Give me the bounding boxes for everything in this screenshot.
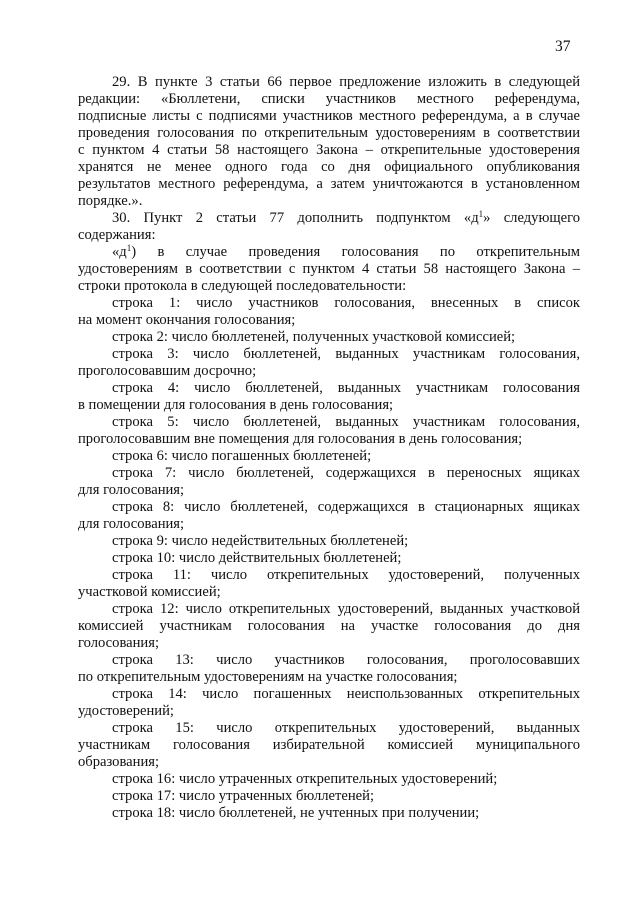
text-line: строка 6: число погашенных бюллетеней; [112,448,372,464]
text-line: голосования; [78,635,160,651]
text-line: образования; [78,754,160,770]
text-line: для голосования; [78,482,185,498]
text-line: с пунктом 4 статьи 58 настоящего Закона – открепительные удостоверения [78,142,580,158]
text-line: для голосования; [78,516,185,532]
text-line: комиссией участникам голосования на участке голосования до дня [78,618,580,634]
protocol-row [78,601,580,652]
text-line [78,210,580,227]
protocol-row [78,295,580,329]
text-line: удостоверений; [78,703,174,719]
text-line: в помещении для голосования в день голосования; [78,397,394,413]
text-line: проголосовавшим вне помещения для голосования в день голосования; [78,431,523,447]
text-line: строка 16: число утраченных открепительных удостоверений; [112,771,498,787]
text-line: строка 17: число утраченных бюллетеней; [112,788,375,804]
text-line: строка 14: число погашенных неиспользованных открепительных [112,686,580,702]
text-line [78,244,580,261]
text-line: строка 12: число открепительных удостоверений, выданных участковой [112,601,580,617]
text-fragment: » следующего [483,210,581,226]
text-fragment: ) в случае проведения голосования по открепительным [131,244,580,260]
text-fragment: «д [112,244,127,260]
subpoint-d1 [78,244,580,295]
superscript: 1 [478,209,484,219]
protocol-row [78,771,580,788]
text-line: порядке.». [78,193,143,209]
protocol-row [78,329,580,346]
text-line: содержания: [78,227,156,243]
text-line: строки протокола в следующей последовательности: [78,278,407,294]
protocol-row [78,380,580,414]
text-line: строка 13: число участников голосования, проголосовавших [112,652,580,668]
paragraph-30 [78,210,580,244]
text-line: на момент окончания голосования; [78,312,296,328]
protocol-row [78,652,580,686]
text-line: строка 9: число недействительных бюллетеней; [112,533,409,549]
protocol-row [78,448,580,465]
text-line: строка 2: число бюллетеней, полученных участковой комиссией; [112,329,516,345]
document-body [78,74,580,822]
text-fragment: 30. Пункт 2 статьи 77 дополнить подпунктом «д [112,210,479,226]
text-line: строка 1: число участников голосования, внесенных в список [112,295,580,311]
protocol-row [78,414,580,448]
text-line: строка 18: число бюллетеней, не учтенных при получении; [112,805,480,821]
text-line: строка 3: число бюллетеней, выданных участникам голосования, [112,346,580,362]
protocol-row [78,550,580,567]
text-line: строка 4: число бюллетеней, выданных участникам голосования [112,380,580,396]
text-line: строка 11: число открепительных удостоверений, полученных [112,567,580,583]
page-number: 37 [555,38,571,55]
protocol-row [78,567,580,601]
text-line: строка 15: число открепительных удостоверений, выданных [112,720,580,736]
text-line: удостоверениям в соответствии с пунктом 4 статьи 58 настоящего Закона – [78,261,580,277]
text-line: строка 8: число бюллетеней, содержащихся в стационарных ящиках [112,499,580,515]
protocol-row [78,499,580,533]
protocol-row [78,465,580,499]
text-line: редакции: «Бюллетени, списки участников местного референдума, [78,91,580,107]
protocol-row [78,720,580,771]
text-line: участникам голосования избирательной комиссией муниципального [78,737,580,753]
text-line: строка 7: число бюллетеней, содержащихся в переносных ящиках [112,465,580,481]
protocol-row [78,533,580,550]
text-line: хранятся не менее одного года со дня официального опубликования [78,159,580,175]
text-line: строка 10: число действительных бюллетеней; [112,550,402,566]
text-line: проголосовавшим досрочно; [78,363,257,379]
protocol-row [78,805,580,822]
text-line: проведения голосования по открепительным удостоверениям в соответствии [78,125,580,141]
text-line: подписные листы с подписями участников местного референдума, а в случае [78,108,580,124]
paragraph-29 [78,74,580,210]
text-line: участковой комиссией; [78,584,221,600]
protocol-rows-list [78,295,580,822]
protocol-row [78,346,580,380]
text-line: по открепительным удостоверениям на участке голосования; [78,669,458,685]
protocol-row [78,788,580,805]
text-line: строка 5: число бюллетеней, выданных участникам голосования, [112,414,580,430]
text-line: 29. В пункте 3 статьи 66 первое предложение изложить в следующей [112,74,580,90]
text-line: результатов местного референдума, а затем уничтожаются в установленном [78,176,580,192]
superscript: 1 [126,243,132,253]
protocol-row [78,686,580,720]
